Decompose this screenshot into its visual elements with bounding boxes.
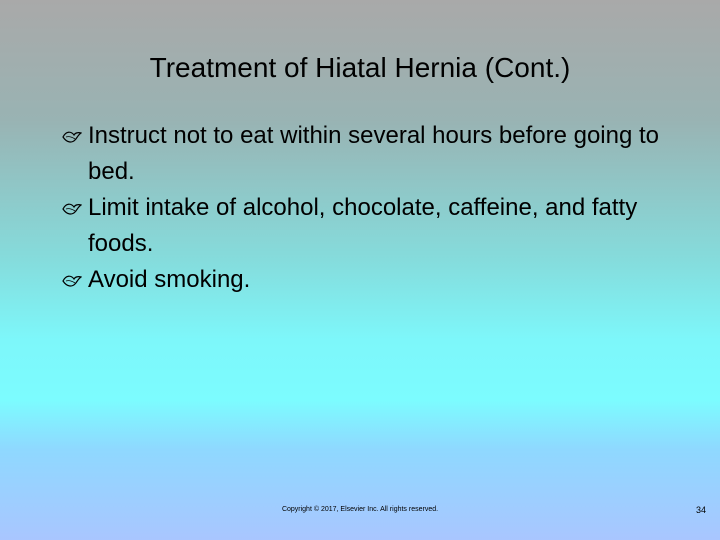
bullet-text: Limit intake of alcohol, chocolate, caffeine, and fatty foods. [88, 194, 638, 257]
bullet-list [60, 118, 680, 298]
bullet-item [60, 118, 680, 190]
slide-title: Treatment of Hiatal Hernia (Cont.) [149, 52, 571, 83]
bullet-item [60, 190, 680, 262]
bullet-text: Instruct not to eat within several hours before going to bed. [88, 122, 659, 185]
bullet-text: Avoid smoking. [88, 266, 251, 293]
footer-copyright: Copyright © 2017, Elsevier Inc. All rights reserved. [281, 506, 439, 513]
page-number: 34 [695, 505, 706, 515]
bullet-item [60, 262, 680, 298]
wing-bullet-icon [62, 130, 82, 144]
wing-bullet-icon [62, 274, 82, 288]
wing-bullet-icon [62, 202, 82, 216]
